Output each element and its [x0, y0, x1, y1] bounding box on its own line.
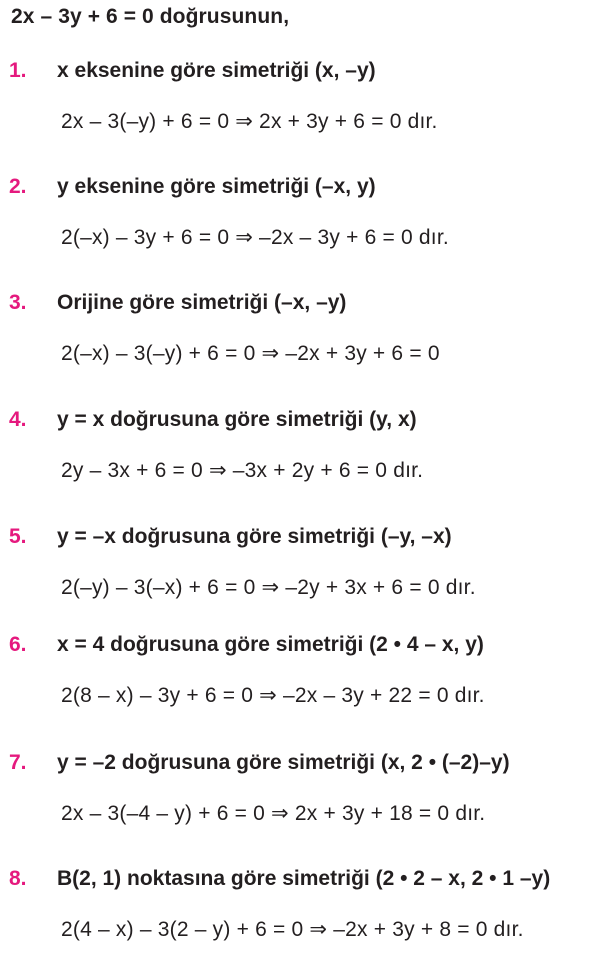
item-number: 8. — [9, 867, 27, 890]
item-formula: 2x – 3(–4 – y) + 6 = 0 ⇒ 2x + 3y + 18 = 0 dır. — [61, 802, 486, 825]
item-heading: x = 4 doğrusuna göre simetriği (2 • 4 – x, y) — [57, 633, 484, 656]
item-heading: y eksenine göre simetriği (–x, y) — [57, 175, 376, 198]
list-item-7 — [0, 751, 591, 861]
list-item-5 — [0, 525, 591, 635]
item-heading: B(2, 1) noktasına göre simetriği (2 • 2 – x, 2 • 1 –y) — [57, 867, 551, 890]
list-item-1 — [0, 59, 591, 169]
item-formula: 2x – 3(–y) + 6 = 0 ⇒ 2x + 3y + 6 = 0 dır. — [61, 110, 438, 133]
item-number: 3. — [9, 291, 27, 314]
item-number: 1. — [9, 59, 27, 82]
page-title: 2x – 3y + 6 = 0 doğrusunun, — [11, 5, 290, 28]
item-formula: 2(–y) – 3(–x) + 6 = 0 ⇒ –2y + 3x + 6 = 0 dır. — [61, 576, 476, 599]
list-item-2 — [0, 175, 591, 285]
item-number: 7. — [9, 751, 27, 774]
item-number: 2. — [9, 175, 27, 198]
item-number: 4. — [9, 408, 27, 431]
item-formula: 2(–x) – 3y + 6 = 0 ⇒ –2x – 3y + 6 = 0 dır. — [61, 226, 449, 249]
item-heading: y = –2 doğrusuna göre simetriği (x, 2 • (–2)–y) — [57, 751, 510, 774]
list-item-4 — [0, 408, 591, 518]
item-heading: y = x doğrusuna göre simetriği (y, x) — [57, 408, 417, 431]
list-item-3 — [0, 291, 591, 401]
item-heading: Orijine göre simetriği (–x, –y) — [57, 291, 347, 314]
item-heading: y = –x doğrusuna göre simetriği (–y, –x) — [57, 525, 452, 548]
list-item-8 — [0, 867, 591, 977]
item-formula: 2y – 3x + 6 = 0 ⇒ –3x + 2y + 6 = 0 dır. — [61, 459, 424, 482]
item-number: 5. — [9, 525, 27, 548]
item-formula: 2(8 – x) – 3y + 6 = 0 ⇒ –2x – 3y + 22 = 0 dır. — [61, 684, 485, 707]
item-heading: x eksenine göre simetriği (x, –y) — [57, 59, 376, 82]
item-formula: 2(4 – x) – 3(2 – y) + 6 = 0 ⇒ –2x + 3y + 8 = 0 dır. — [61, 918, 524, 941]
list-item-6 — [0, 633, 591, 743]
item-number: 6. — [9, 633, 27, 656]
item-formula: 2(–x) – 3(–y) + 6 = 0 ⇒ –2x + 3y + 6 = 0 — [61, 342, 440, 365]
